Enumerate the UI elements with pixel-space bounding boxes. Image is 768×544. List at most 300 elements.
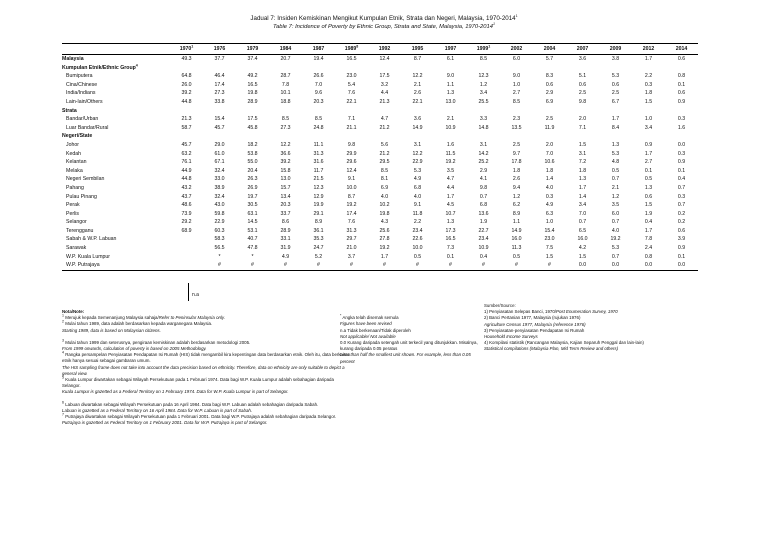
year-header: 1970$^1$ <box>170 44 203 55</box>
value-cell: 0.1 <box>446 253 455 260</box>
value-cell: 31.3 <box>313 150 324 157</box>
value-cell: 0.7 <box>611 253 620 260</box>
value-cell: 21.1 <box>346 124 357 131</box>
value-cell: 19.8 <box>247 90 258 97</box>
value-cell <box>236 132 269 141</box>
value-cell: 5.3 <box>413 167 422 174</box>
header-row <box>62 44 698 55</box>
value-cell: 26.6 <box>313 73 324 80</box>
value-cell: 29.0 <box>214 141 225 148</box>
year-header: 2009 <box>599 44 632 55</box>
value-cell: 28.7 <box>280 73 291 80</box>
value-cell <box>203 64 236 73</box>
value-cell: 26.0 <box>181 81 192 88</box>
value-cell: 3.4 <box>644 124 653 131</box>
data-row <box>62 158 698 167</box>
value-cell: 6.7 <box>611 98 620 105</box>
value-cell: 4.8 <box>611 159 620 166</box>
data-row <box>62 115 698 124</box>
notes-left <box>62 309 352 426</box>
value-cell: 0.8 <box>677 73 686 80</box>
value-cell <box>632 64 665 73</box>
value-cell: 63.1 <box>247 210 258 217</box>
value-cell <box>500 132 533 141</box>
value-cell: 61.0 <box>214 150 225 157</box>
value-cell: 1.7 <box>644 150 653 157</box>
value-cell: 10.6 <box>544 159 555 166</box>
value-cell <box>269 132 302 141</box>
value-cell: 8.5 <box>380 167 389 174</box>
value-cell: 39.2 <box>280 159 291 166</box>
year-header: 1997 <box>434 44 467 55</box>
value-cell <box>170 107 203 116</box>
value-cell: 0.7 <box>479 193 488 200</box>
value-cell: 48.6 <box>181 202 192 209</box>
row-label: Sabah & W.P. Labuan <box>66 236 117 243</box>
value-cell <box>302 132 335 141</box>
value-cell: 6.8 <box>479 202 488 209</box>
value-cell: 0.6 <box>611 81 620 88</box>
value-cell: 39.2 <box>181 90 192 97</box>
value-cell: 8.4 <box>611 124 620 131</box>
value-cell: 0.3 <box>677 150 686 157</box>
value-cell: 4.7 <box>380 116 389 123</box>
value-cell: 0.3 <box>677 193 686 200</box>
value-cell: 1.5 <box>545 253 554 260</box>
year-header: 2002 <box>500 44 533 55</box>
value-cell: 0.0 <box>665 261 698 270</box>
data-row <box>62 193 698 202</box>
row-label: Sarawak <box>66 245 87 252</box>
value-cell: 5.2 <box>314 253 323 260</box>
value-cell <box>401 107 434 116</box>
source-2-english: Agriculture Census 1977, Malaysia (reference 1976) <box>484 321 586 327</box>
value-cell: 0.6 <box>677 90 686 97</box>
value-cell: 73.9 <box>181 210 192 217</box>
value-cell <box>170 64 203 73</box>
value-cell: 22.7 <box>478 227 489 234</box>
value-cell: 17.4 <box>346 210 357 217</box>
value-cell <box>434 107 467 116</box>
value-cell: 1.1 <box>446 81 455 88</box>
value-cell: 3.1 <box>479 141 488 148</box>
value-cell: 11.3 <box>511 245 522 252</box>
mark-zero-english: Less than half the smallest unit shown. For example, less than 0.05 percent <box>340 352 471 364</box>
note-7: $^7$ Putrajaya diwartakan sebagai Wilayah Persekutuan pada 1 Februari 2001. Data bagi W.P. Putrajaya adalah sebahagian daripada Selangor. <box>62 412 337 420</box>
value-cell: 0.2 <box>677 219 686 226</box>
value-cell <box>434 132 467 141</box>
value-cell: 6.9 <box>545 98 554 105</box>
value-cell: 26.9 <box>247 184 258 191</box>
value-cell: 0.4 <box>479 253 488 260</box>
note-1: $^1$ Merujuk kepada Semenanjung Malaysia sahaja/Refer to Peninsular Malaysia only. <box>62 313 226 321</box>
value-cell: 14.5 <box>247 219 258 226</box>
value-cell: # <box>269 261 302 270</box>
row-label: Pahang <box>66 184 84 191</box>
value-cell: # <box>203 261 236 270</box>
value-cell: 4.4 <box>380 90 389 97</box>
value-cell: 2.0 <box>578 116 587 123</box>
value-cell <box>467 64 500 73</box>
value-cell: 7.1 <box>578 124 587 131</box>
value-cell: 4.0 <box>380 193 389 200</box>
value-cell: 19.2 <box>346 202 357 209</box>
row-label: India/Indians <box>66 90 96 97</box>
value-cell: 8.5 <box>479 56 488 62</box>
value-cell: 16.5 <box>346 56 357 62</box>
data-row <box>62 150 698 159</box>
value-cell: 2.1 <box>413 81 422 88</box>
data-row <box>62 124 698 133</box>
value-cell: 3.6 <box>578 56 587 62</box>
value-cell: 2.2 <box>413 219 422 226</box>
value-cell: 0.9 <box>677 245 686 252</box>
value-cell: 0.2 <box>677 210 686 217</box>
data-row <box>62 167 698 176</box>
data-row <box>62 227 698 236</box>
value-cell <box>467 107 500 116</box>
value-cell: 45.8 <box>247 124 258 131</box>
value-cell: 21.0 <box>346 245 357 252</box>
value-cell: 7.6 <box>347 219 356 226</box>
value-cell: 7.8 <box>281 81 290 88</box>
value-cell: 1.8 <box>578 167 587 174</box>
value-cell: 13.4 <box>280 193 291 200</box>
value-cell: 12.2 <box>412 150 423 157</box>
note-2-english: Starting 1989, data is based on Malaysian citizens. <box>62 327 161 333</box>
note-7-english: Putrajaya is gazetted as Federal Territory on 1 February 2001. Data for W.P. Putrajaya is part of Selangor. <box>62 420 268 426</box>
value-cell: 43.0 <box>214 202 225 209</box>
value-cell: 6.3 <box>545 210 554 217</box>
value-cell: 1.2 <box>611 193 620 200</box>
value-cell: 1.3 <box>644 184 653 191</box>
value-cell: 16.5 <box>247 81 258 88</box>
value-cell <box>467 132 500 141</box>
value-cell <box>170 132 203 141</box>
year-header: 1976 <box>203 44 236 55</box>
value-cell: 9.4 <box>512 184 521 191</box>
value-cell: 13.0 <box>445 98 456 105</box>
row-label: Kumpulan Etnik/Ethnic Group$^4$ <box>62 63 138 71</box>
value-cell: 0.6 <box>578 81 587 88</box>
value-cell <box>566 107 599 116</box>
value-cell: 11.1 <box>313 141 324 148</box>
value-cell: 1.5 <box>578 141 587 148</box>
value-cell: 49.3 <box>181 56 192 62</box>
value-cell: 49.2 <box>247 73 258 80</box>
value-cell: 5.1 <box>578 73 587 80</box>
value-cell: 1.2 <box>512 193 521 200</box>
value-cell: 64.8 <box>181 73 192 80</box>
value-cell <box>170 253 203 262</box>
value-cell: 1.8 <box>545 167 554 174</box>
value-cell: 21.3 <box>181 116 192 123</box>
value-cell: 0.7 <box>677 184 686 191</box>
value-cell: 0.6 <box>677 227 686 234</box>
row-label: W.P. Putrajaya <box>62 261 170 270</box>
value-cell: 17.5 <box>379 73 390 80</box>
table-title-malay: Jadual 7: Insiden Kemiskinan Mengikut Kumpulan Etnik, Strata dan Negeri, Malaysia, 1970-2014$^1$ <box>250 13 518 22</box>
value-cell: 17.3 <box>445 227 456 234</box>
mark-na: n.a Tidak berkenaan/Tidak diperoleh <box>340 327 411 333</box>
value-cell: 53.8 <box>247 150 258 157</box>
value-cell: 25.5 <box>478 98 489 105</box>
value-cell: 8.1 <box>380 176 389 183</box>
value-cell: 17.4 <box>214 81 225 88</box>
value-cell: 4.9 <box>413 176 422 183</box>
source-3: 3) Penyiasatan-penyiasatan Pendapatan Isi Rumah <box>484 327 585 333</box>
value-cell: 31.9 <box>280 245 291 252</box>
value-cell: 19.2 <box>379 245 390 252</box>
value-cell: 13.0 <box>280 176 291 183</box>
table-title-english: Table 7: Incidence of Poverty by Ethnic Group, Strata and State, Malaysia, 1970-2014$^1$ <box>273 22 495 30</box>
value-cell <box>302 64 335 73</box>
poverty-table <box>62 43 698 271</box>
value-cell: 22.1 <box>412 98 423 105</box>
value-cell: 43.2 <box>181 184 192 191</box>
value-cell: 10.0 <box>412 245 423 252</box>
section-row <box>62 132 698 141</box>
value-cell: 15.4 <box>214 116 225 123</box>
value-cell: 0.9 <box>677 159 686 166</box>
value-cell: 0.7 <box>611 176 620 183</box>
value-cell: 5.3 <box>611 73 620 80</box>
source-4: 4) Kompilasi statistik (Rancangan Malaysia, Kajian Separuh Penggal dan lain-lain) <box>484 340 644 346</box>
value-cell: 8.9 <box>314 219 323 226</box>
value-cell: 15.7 <box>280 184 291 191</box>
section-row <box>62 55 698 64</box>
value-cell <box>335 107 368 116</box>
value-cell: 0.5 <box>644 176 653 183</box>
value-cell <box>203 107 236 116</box>
value-cell: 20.4 <box>247 167 258 174</box>
value-cell: 36.6 <box>280 150 291 157</box>
value-cell: 7.6 <box>347 90 356 97</box>
value-cell: 22.6 <box>412 236 423 243</box>
value-cell: 4.0 <box>545 184 554 191</box>
value-cell: 0.1 <box>677 253 686 260</box>
value-cell: 0.0 <box>599 261 632 270</box>
mark-revised-english: Figures have been revised <box>340 321 392 327</box>
value-cell: 0.7 <box>611 219 620 226</box>
year-header: 2007 <box>566 44 599 55</box>
year-header: 2014 <box>665 44 698 55</box>
value-cell: 19.4 <box>313 56 324 62</box>
value-cell: 9.0 <box>512 73 521 80</box>
year-header: 1979 <box>236 44 269 55</box>
row-label: Johor <box>66 141 79 148</box>
value-cell <box>302 107 335 116</box>
value-cell: 7.1 <box>347 116 356 123</box>
value-cell: 58.7 <box>181 124 192 131</box>
year-header: 2004 <box>533 44 566 55</box>
value-cell: 1.8 <box>644 90 653 97</box>
value-cell: 1.7 <box>578 184 587 191</box>
value-cell: 24.8 <box>313 124 324 131</box>
value-cell: 2.7 <box>644 159 653 166</box>
year-header: 1987 <box>302 44 335 55</box>
value-cell: 1.6 <box>446 141 455 148</box>
value-cell: 5.7 <box>545 56 554 62</box>
value-cell: 0.4 <box>677 176 686 183</box>
value-cell: 14.8 <box>478 124 489 131</box>
value-cell: 6.2 <box>512 202 521 209</box>
value-cell <box>434 64 467 73</box>
value-cell: 11.7 <box>313 167 324 174</box>
value-cell: 3.6 <box>413 116 422 123</box>
value-cell <box>566 64 599 73</box>
value-cell <box>368 132 401 141</box>
value-cell <box>665 107 698 116</box>
value-cell: 1.7 <box>644 56 653 62</box>
value-cell: 9.0 <box>446 73 455 80</box>
value-cell: 14.9 <box>412 124 423 131</box>
value-cell: 6.8 <box>413 184 422 191</box>
value-cell: 15.4 <box>544 227 555 234</box>
value-cell: 24.7 <box>313 245 324 252</box>
value-cell: 0.3 <box>545 193 554 200</box>
value-cell: 17.5 <box>247 116 258 123</box>
value-cell: 19.2 <box>445 159 456 166</box>
value-cell: 1.7 <box>611 116 620 123</box>
value-cell: 67.1 <box>214 159 225 166</box>
row-label: Strata <box>62 107 77 114</box>
section-row <box>62 64 698 73</box>
year-header: 1995 <box>401 44 434 55</box>
value-cell: 6.1 <box>446 56 455 62</box>
value-cell: 29.1 <box>313 210 324 217</box>
row-label: Perlis <box>66 210 79 217</box>
row-label: Melaka <box>66 167 83 174</box>
value-cell: 7.5 <box>545 245 554 252</box>
value-cell: 4.3 <box>380 219 389 226</box>
value-cell: 59.8 <box>214 210 225 217</box>
title-block <box>0 14 768 32</box>
value-cell: 12.2 <box>412 73 423 80</box>
value-cell: 20.7 <box>280 56 291 62</box>
data-row <box>62 261 698 270</box>
value-cell: 0.5 <box>611 167 620 174</box>
value-cell: 19.8 <box>379 210 390 217</box>
value-cell: 0.3 <box>644 81 653 88</box>
value-cell: 63.2 <box>181 150 192 157</box>
value-cell: 13.5 <box>511 124 522 131</box>
value-cell: 29.2 <box>181 219 192 226</box>
value-cell: 1.4 <box>545 176 554 183</box>
mark-na-english: Not applicable/ Not available <box>340 333 396 339</box>
na-bracket: n.a <box>188 283 199 301</box>
value-cell: 58.3 <box>214 236 225 243</box>
value-cell: 44.8 <box>181 176 192 183</box>
value-cell <box>500 107 533 116</box>
value-cell: 33.8 <box>214 98 225 105</box>
value-cell: # <box>236 261 269 270</box>
note-3: $^3$ Mulai tahun 1999 dan seterusnya, pengiraan kemiskinan adalah berdasarkan metodologi 2005. <box>62 338 251 345</box>
value-cell: 0.0 <box>566 261 599 270</box>
value-cell: 12.9 <box>313 193 324 200</box>
value-cell: 16.0 <box>511 236 522 243</box>
value-cell <box>533 132 566 141</box>
row-label: Negeri/State <box>62 133 93 140</box>
value-cell: 7.0 <box>545 150 554 157</box>
value-cell: 9.6 <box>314 90 323 97</box>
value-cell <box>368 64 401 73</box>
row-label: W.P. Kuala Lumpur <box>66 253 111 260</box>
value-cell: 2.6 <box>512 176 521 183</box>
note-4-english: The HIS sampling frame does not take into account the data precision based on ethnicity. Therefore, data on ethnicity are only suitable to depict a general view. <box>62 364 345 376</box>
value-cell <box>665 64 698 73</box>
value-cell: 32.4 <box>214 167 225 174</box>
value-cell: 0.0 <box>632 261 665 270</box>
row-label: Kelantan <box>66 159 87 166</box>
value-cell: 7.0 <box>314 81 323 88</box>
value-cell: 0.7 <box>677 202 686 209</box>
value-cell <box>269 107 302 116</box>
data-row <box>62 81 698 90</box>
value-cell: 29.5 <box>379 159 390 166</box>
data-row <box>62 201 698 210</box>
value-cell: 3.5 <box>611 202 620 209</box>
value-cell: * <box>251 253 254 260</box>
value-cell: 11.8 <box>412 210 423 217</box>
value-cell: 22.9 <box>214 219 225 226</box>
value-cell: 0.3 <box>677 116 686 123</box>
value-cell: 37.7 <box>214 56 225 62</box>
data-row <box>62 98 698 107</box>
value-cell: 47.8 <box>247 245 258 252</box>
value-cell: 1.4 <box>578 193 587 200</box>
value-cell: 2.6 <box>413 90 422 97</box>
value-cell: 1.7 <box>446 193 455 200</box>
value-cell <box>533 64 566 73</box>
value-cell: 6.0 <box>611 210 620 217</box>
value-cell: 0.0 <box>677 141 686 148</box>
value-cell: 9.8 <box>578 98 587 105</box>
value-cell: 18.8 <box>280 98 291 105</box>
value-cell: 23.4 <box>478 236 489 243</box>
year-header: 2012 <box>632 44 665 55</box>
value-cell: 76.1 <box>181 159 192 166</box>
value-cell: 4.9 <box>281 253 290 260</box>
value-cell: 7.2 <box>578 159 587 166</box>
row-label: Lain-lain/Others <box>66 98 103 105</box>
value-cell: 55.0 <box>247 159 258 166</box>
value-cell: 0.1 <box>677 167 686 174</box>
note-2: $^2$ Mulai tahun 1989, data adalah berdasarkan kepada warganegara Malaysia. <box>62 319 213 327</box>
value-cell: 6.0 <box>512 56 521 62</box>
value-cell: 4.2 <box>578 245 587 252</box>
value-cell: 23.4 <box>412 227 423 234</box>
value-cell: 1.5 <box>644 98 653 105</box>
value-cell: 5.3 <box>611 245 620 252</box>
value-cell <box>500 64 533 73</box>
value-cell: 1.8 <box>512 167 521 174</box>
data-row <box>62 218 698 227</box>
value-cell: 0.4 <box>644 219 653 226</box>
value-cell: 45.7 <box>214 124 225 131</box>
value-cell: 3.9 <box>677 236 686 243</box>
value-cell: 2.1 <box>611 184 620 191</box>
value-cell: 1.0 <box>512 81 521 88</box>
value-cell: 8.7 <box>413 56 422 62</box>
value-cell: 12.3 <box>313 184 324 191</box>
notes-middle <box>340 309 480 365</box>
value-cell: 29.7 <box>346 236 357 243</box>
value-cell: 1.5 <box>644 202 653 209</box>
value-cell <box>335 132 368 141</box>
value-cell <box>170 244 203 253</box>
value-cell: 12.2 <box>280 141 291 148</box>
